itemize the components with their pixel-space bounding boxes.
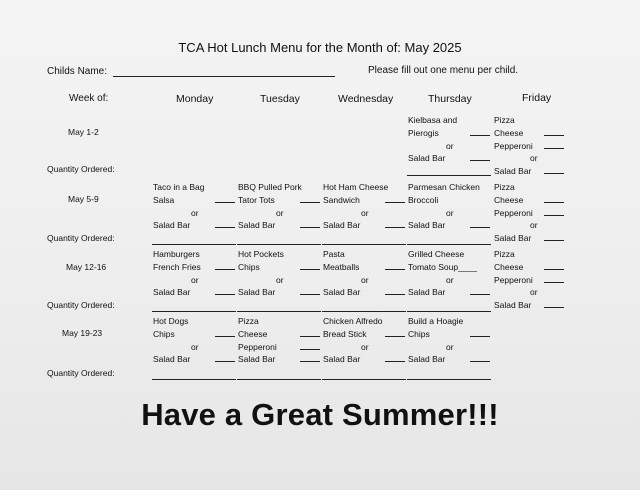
menu-item-text: Pepperoni bbox=[238, 341, 277, 352]
quantity-blank[interactable] bbox=[385, 202, 405, 203]
quantity-blank[interactable] bbox=[544, 240, 564, 241]
menu-item bbox=[238, 353, 324, 366]
menu-item bbox=[153, 219, 239, 232]
menu-item-text: Bread Stick bbox=[323, 328, 367, 339]
menu-cell-monday bbox=[153, 315, 239, 366]
menu-item-text: French Fries bbox=[153, 261, 201, 272]
menu-cell-wednesday bbox=[323, 181, 409, 232]
quantity-blank[interactable] bbox=[544, 307, 564, 308]
or-label bbox=[408, 140, 494, 153]
menu-cell-friday bbox=[494, 114, 580, 178]
menu-item bbox=[494, 140, 580, 153]
menu-item-text: Chips bbox=[408, 328, 430, 339]
menu-item-text: or bbox=[530, 153, 538, 164]
quantity-total-line[interactable] bbox=[407, 379, 491, 380]
menu-item bbox=[323, 194, 409, 207]
menu-item-text: or bbox=[276, 274, 284, 285]
menu-item-text: or bbox=[361, 274, 369, 285]
quantity-blank[interactable] bbox=[470, 160, 490, 161]
menu-item-text: or bbox=[361, 207, 369, 218]
menu-item-text: Salad Bar bbox=[408, 354, 446, 365]
menu-cell-tuesday bbox=[238, 181, 324, 232]
week-label: May 12-16 bbox=[66, 262, 107, 272]
quantity-total-line[interactable] bbox=[407, 311, 491, 312]
quantity-blank[interactable] bbox=[215, 336, 235, 337]
childs-name-label: Childs Name: bbox=[47, 66, 108, 77]
quantity-total-line[interactable] bbox=[152, 244, 236, 245]
quantity-blank[interactable] bbox=[215, 361, 235, 362]
week-of-header: Week of: bbox=[69, 93, 109, 104]
menu-item bbox=[323, 328, 409, 341]
menu-item-text: or bbox=[446, 274, 454, 285]
menu-item bbox=[408, 286, 494, 299]
menu-item-text: Pizza bbox=[494, 182, 515, 192]
menu-item bbox=[494, 165, 580, 178]
menu-item-text: Salad Bar bbox=[238, 287, 276, 298]
menu-item bbox=[494, 181, 580, 194]
menu-item-text: Cheese bbox=[238, 328, 268, 339]
menu-cell-tuesday bbox=[238, 248, 324, 299]
menu-item bbox=[238, 328, 324, 341]
menu-item bbox=[494, 127, 580, 140]
menu-item-text: Grilled Cheese bbox=[408, 249, 465, 259]
quantity-blank[interactable] bbox=[215, 227, 235, 228]
menu-item-text: Chicken Alfredo bbox=[323, 316, 383, 326]
menu-item-text: Salad Bar bbox=[153, 354, 191, 365]
menu-item bbox=[153, 181, 239, 194]
menu-item bbox=[494, 207, 580, 220]
instructions-text: Please fill out one menu per child. bbox=[368, 65, 519, 76]
quantity-blank[interactable] bbox=[385, 294, 405, 295]
menu-item bbox=[323, 315, 409, 328]
or-label bbox=[323, 274, 409, 287]
menu-item bbox=[323, 353, 409, 366]
menu-item bbox=[494, 232, 580, 245]
menu-item-text: Salad Bar bbox=[153, 220, 191, 231]
menu-item bbox=[323, 248, 409, 261]
quantity-total-line[interactable] bbox=[237, 311, 321, 312]
menu-item-text: Kielbasa and bbox=[408, 115, 458, 125]
menu-item-text: Salad Bar bbox=[238, 220, 276, 231]
menu-item bbox=[238, 315, 324, 328]
page-title: TCA Hot Lunch Menu for the Month of: May 2025 bbox=[178, 40, 462, 55]
menu-item-text: Salad Bar bbox=[408, 287, 446, 298]
menu-item bbox=[408, 152, 494, 165]
menu-item bbox=[238, 194, 324, 207]
menu-item-text: or bbox=[530, 220, 538, 231]
or-label bbox=[408, 207, 494, 220]
menu-item bbox=[408, 248, 494, 261]
menu-item-text: Broccoli bbox=[408, 194, 439, 205]
or-label bbox=[153, 274, 239, 287]
menu-item-text: Hamburgers bbox=[153, 249, 200, 259]
menu-item bbox=[408, 219, 494, 232]
quantity-blank[interactable] bbox=[470, 336, 490, 337]
or-label bbox=[238, 274, 324, 287]
menu-item-text: Tator Tots bbox=[238, 194, 275, 205]
menu-item-text: Salad Bar bbox=[323, 220, 361, 231]
quantity-blank[interactable] bbox=[544, 202, 564, 203]
week-label: May 5-9 bbox=[68, 194, 99, 204]
quantity-blank[interactable] bbox=[215, 202, 235, 203]
menu-item bbox=[408, 353, 494, 366]
day-header-wednesday: Wednesday bbox=[338, 93, 394, 105]
quantity-blank[interactable] bbox=[470, 227, 490, 228]
quantity-total-line[interactable] bbox=[322, 244, 406, 245]
menu-item-text: BBQ Pulled Pork bbox=[238, 182, 302, 192]
menu-item-text: Tomato Soup____ bbox=[408, 261, 477, 272]
quantity-blank[interactable] bbox=[215, 294, 235, 295]
quantity-total-line[interactable] bbox=[237, 379, 321, 380]
quantity-total-line[interactable] bbox=[322, 311, 406, 312]
menu-item bbox=[494, 274, 580, 287]
or-label bbox=[408, 341, 494, 354]
week-label: May 19-23 bbox=[62, 328, 103, 338]
menu-item bbox=[238, 341, 324, 354]
menu-item bbox=[494, 194, 580, 207]
menu-item-text: Salad Bar bbox=[323, 354, 361, 365]
quantity-blank[interactable] bbox=[544, 173, 564, 174]
menu-item bbox=[494, 114, 580, 127]
menu-item-text: Salsa bbox=[153, 194, 175, 205]
quantity-total-line[interactable] bbox=[237, 244, 321, 245]
menu-item bbox=[153, 353, 239, 366]
menu-item-text: or bbox=[446, 341, 454, 352]
menu-item bbox=[408, 328, 494, 341]
quantity-blank[interactable] bbox=[470, 361, 490, 362]
menu-item bbox=[153, 261, 239, 274]
menu-item bbox=[153, 248, 239, 261]
menu-item bbox=[153, 194, 239, 207]
menu-item-text: Pizza bbox=[494, 249, 515, 259]
quantity-blank[interactable] bbox=[385, 269, 405, 270]
menu-cell-monday bbox=[153, 248, 239, 299]
quantity-blank[interactable] bbox=[544, 269, 564, 270]
menu-item-text: Pepperoni bbox=[494, 207, 533, 218]
or-label bbox=[494, 286, 580, 299]
menu-item-text: Taco in a Bag bbox=[153, 182, 205, 192]
footer-message: Have a Great Summer!!! bbox=[141, 397, 499, 432]
menu-item-text: or bbox=[276, 207, 284, 218]
menu-item-text: Parmesan Chicken bbox=[408, 182, 480, 192]
menu-item-text: Pepperoni bbox=[494, 274, 533, 285]
menu-item-text: Cheese bbox=[494, 261, 524, 272]
menu-item-text: or bbox=[446, 140, 454, 151]
menu-item bbox=[238, 181, 324, 194]
menu-item bbox=[408, 261, 494, 274]
menu-item-text: Salad Bar bbox=[238, 354, 276, 365]
menu-item bbox=[408, 127, 494, 140]
quantity-blank[interactable] bbox=[544, 148, 564, 149]
menu-item-text: Hot Pockets bbox=[238, 249, 284, 259]
menu-item-text: Salad Bar bbox=[408, 153, 446, 164]
or-label bbox=[494, 219, 580, 232]
day-header-monday: Monday bbox=[176, 93, 214, 105]
menu-item-text: Pizza bbox=[238, 316, 259, 326]
menu-item bbox=[238, 219, 324, 232]
menu-item bbox=[153, 315, 239, 328]
menu-item-text: or bbox=[191, 207, 199, 218]
menu-item-text: Hot Ham Cheese bbox=[323, 182, 389, 192]
menu-item bbox=[494, 248, 580, 261]
quantity-blank[interactable] bbox=[385, 336, 405, 337]
or-label bbox=[153, 341, 239, 354]
menu-item-text: Salad Bar bbox=[494, 300, 532, 311]
menu-cell-wednesday bbox=[323, 248, 409, 299]
quantity-blank[interactable] bbox=[300, 294, 320, 295]
menu-cell-friday bbox=[494, 181, 580, 245]
menu-item bbox=[494, 299, 580, 312]
quantity-blank[interactable] bbox=[215, 269, 235, 270]
menu-item-text: Chips bbox=[153, 328, 175, 339]
menu-item bbox=[408, 194, 494, 207]
quantity-ordered-label: Quantity Ordered: bbox=[47, 368, 115, 378]
menu-cell-friday bbox=[494, 248, 580, 312]
or-label bbox=[494, 152, 580, 165]
menu-item bbox=[323, 181, 409, 194]
quantity-blank[interactable] bbox=[544, 215, 564, 216]
day-header-friday: Friday bbox=[522, 92, 552, 104]
quantity-blank[interactable] bbox=[300, 227, 320, 228]
menu-item bbox=[323, 219, 409, 232]
or-label bbox=[153, 207, 239, 220]
menu-item bbox=[408, 114, 494, 127]
menu-cell-thursday bbox=[408, 114, 494, 165]
quantity-blank[interactable] bbox=[300, 336, 320, 337]
quantity-total-line[interactable] bbox=[407, 175, 491, 176]
menu-item-text: Pizza bbox=[494, 115, 515, 125]
quantity-blank[interactable] bbox=[544, 135, 564, 136]
menu-cell-thursday bbox=[408, 248, 494, 299]
menu-item-text: Build a Hoagie bbox=[408, 316, 464, 326]
menu-item bbox=[238, 261, 324, 274]
menu-item-text: Meatballs bbox=[323, 261, 360, 272]
menu-item-text: Sandwich bbox=[323, 194, 360, 205]
menu-cell-tuesday bbox=[238, 315, 324, 366]
or-label bbox=[408, 274, 494, 287]
menu-item-text: or bbox=[191, 274, 199, 285]
menu-item-text: Hot Dogs bbox=[153, 316, 189, 326]
childs-name-field[interactable] bbox=[113, 76, 335, 77]
menu-item bbox=[323, 261, 409, 274]
menu-item-text: Salad Bar bbox=[494, 233, 532, 244]
menu-item bbox=[323, 286, 409, 299]
menu-cell-thursday bbox=[408, 181, 494, 232]
menu-item bbox=[153, 286, 239, 299]
quantity-total-line[interactable] bbox=[152, 379, 236, 380]
quantity-total-line[interactable] bbox=[152, 311, 236, 312]
quantity-blank[interactable] bbox=[300, 269, 320, 270]
menu-item bbox=[238, 286, 324, 299]
menu-item-text: or bbox=[361, 341, 369, 352]
quantity-blank[interactable] bbox=[300, 202, 320, 203]
menu-item bbox=[494, 261, 580, 274]
menu-item-text: Cheese bbox=[494, 127, 524, 138]
or-label bbox=[323, 207, 409, 220]
quantity-blank[interactable] bbox=[544, 282, 564, 283]
menu-item-text: Cheese bbox=[494, 194, 524, 205]
quantity-blank[interactable] bbox=[385, 361, 405, 362]
menu-cell-monday bbox=[153, 181, 239, 232]
or-label bbox=[323, 341, 409, 354]
menu-item-text: Salad Bar bbox=[494, 166, 532, 177]
quantity-blank[interactable] bbox=[470, 294, 490, 295]
menu-item-text: or bbox=[446, 207, 454, 218]
quantity-blank[interactable] bbox=[300, 349, 320, 350]
menu-item-text: Pasta bbox=[323, 249, 345, 259]
menu-item bbox=[153, 328, 239, 341]
menu-item-text: Pepperoni bbox=[494, 140, 533, 151]
menu-item bbox=[238, 248, 324, 261]
menu-item-text: Salad Bar bbox=[408, 220, 446, 231]
quantity-total-line[interactable] bbox=[407, 244, 491, 245]
menu-item-text: or bbox=[191, 341, 199, 352]
menu-cell-thursday bbox=[408, 315, 494, 366]
menu-item-text: Chips bbox=[238, 261, 260, 272]
quantity-blank[interactable] bbox=[385, 227, 405, 228]
or-label bbox=[238, 207, 324, 220]
quantity-ordered-label: Quantity Ordered: bbox=[47, 300, 115, 310]
quantity-ordered-label: Quantity Ordered: bbox=[47, 233, 115, 243]
quantity-blank[interactable] bbox=[470, 135, 490, 136]
menu-cell-wednesday bbox=[323, 315, 409, 366]
menu-item-text: Salad Bar bbox=[323, 287, 361, 298]
quantity-ordered-label: Quantity Ordered: bbox=[47, 164, 115, 174]
day-header-thursday: Thursday bbox=[428, 93, 472, 105]
menu-item bbox=[408, 181, 494, 194]
day-header-tuesday: Tuesday bbox=[260, 93, 300, 105]
menu-item-text: Pierogis bbox=[408, 127, 439, 138]
quantity-total-line[interactable] bbox=[322, 379, 406, 380]
menu-item-text: or bbox=[530, 287, 538, 298]
menu-item bbox=[408, 315, 494, 328]
quantity-blank[interactable] bbox=[300, 361, 320, 362]
menu-item-text: Salad Bar bbox=[153, 287, 191, 298]
week-label: May 1-2 bbox=[68, 127, 99, 137]
